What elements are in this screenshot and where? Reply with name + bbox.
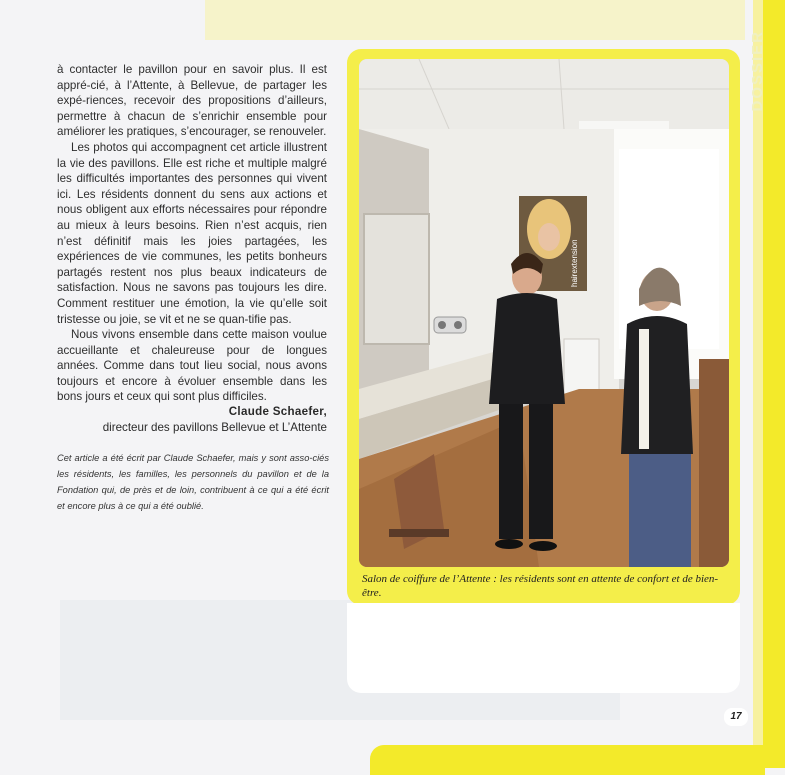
caption-panel <box>347 603 740 693</box>
page-number: 17 <box>724 708 748 726</box>
yellow-top-band <box>205 0 745 40</box>
salon-photo-illustration <box>359 59 729 567</box>
poster-text: hairextension <box>570 239 579 287</box>
photo-caption: Salon de coiffure de l’Attente : les résidents sont en attente de confort et de bien-être. <box>362 573 719 599</box>
section-label: DOSSIER <box>749 30 766 112</box>
salon-photo <box>359 59 729 567</box>
author-signature <box>57 404 327 436</box>
author-role: directeur des pavillons Bellevue et L’Attente <box>102 421 327 434</box>
authorship-note: Cet article a été écrit par Claude Schaefer, mais y sont asso-ciés les résidents, les familles, les personnels du pavillon et de la Fondation qui, de près et de loin, contribuent à ce qui a été écrit et encore plus à ce qui a été oublié. <box>57 453 329 511</box>
bottom-yellow-strip <box>370 745 765 775</box>
right-edge-light-band <box>753 0 763 768</box>
paragraph-3: Nous vivons ensemble dans cette maison voulue accueillante et chaleureuse pour de longues années. Comme dans tout lieu social, nous avons toujours et encore à évoluer ensemble dans les bons jours et ceux qui sont plus difficiles. <box>57 328 327 404</box>
author-name: Claude Schaefer, <box>228 405 327 418</box>
paragraph-2: Les photos qui accompagnent cet article illustrent la vie des pavillons. Elle est riche et multiple malgré les difficultés importantes des personnes qui vivent ici. Les résidents donnent du sens aux actions et nous obligent aux efforts nécessaires pour répondre au mieux à leurs besoins. Rien n’est acquis, rien n’est définitif mais les joies partagées, les expériences de vie communes, les petits bonheurs partagés restent nos plus beaux indicateurs de satisfaction. Nous ne savons pas toujours les dire. Comment restituer une émotion, la vie qu’elle soit tristesse ou joie, se vit et ne se quan-tifie pas. <box>57 140 327 326</box>
paragraph-1: à contacter le pavillon pour en savoir plus. Il est appré-cié, à l’Attente, à Bellevue, de partager les expé-riences, recevoir des propositions d’ailleurs, permettre à chacun de s’enrichir ensemble pour améliorer les pratiques, s’encourager, se renouveler. <box>57 63 327 139</box>
right-edge-yellow-band <box>763 0 785 768</box>
article-body <box>57 62 327 405</box>
